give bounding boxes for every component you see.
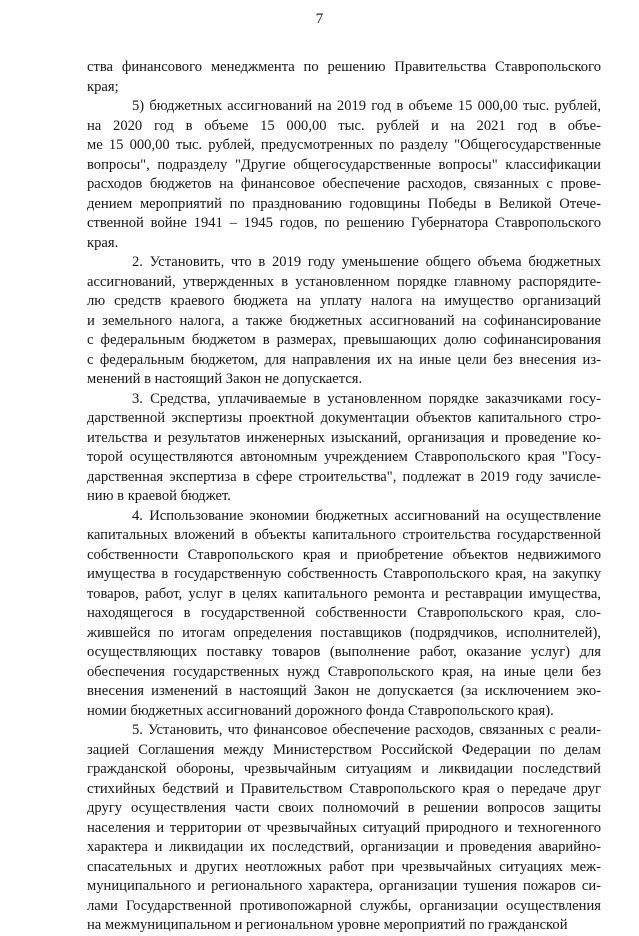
text-line: собственности Ставропольского края и приобретение объектов недвижимого bbox=[87, 546, 601, 563]
text-line: вопросы", подразделу "Другие общегосударственные вопросы" классификации bbox=[87, 156, 601, 173]
text-line: нию в краевой бюджет. bbox=[87, 488, 231, 504]
text-line: дарственной экспертизы проектной документации объектов капитального стро- bbox=[87, 410, 601, 426]
paragraph bbox=[87, 507, 601, 722]
text-line: 5) бюджетных ассигнований на 2019 год в объеме 15 000,00 тыс. рублей, bbox=[132, 98, 601, 114]
text-line: на 2020 год в объеме 15 000,00 тыс. рублей и на 2021 год в объе- bbox=[87, 117, 601, 134]
text-line: 2. Установить, что в 2019 году уменьшение общего объема бюджетных bbox=[132, 254, 601, 270]
text-line: номии бюджетных ассигнований дорожного фонда Ставропольского края). bbox=[87, 702, 554, 719]
text-line: 4. Использование экономии бюджетных ассигнований на осуществление bbox=[132, 507, 601, 524]
text-line: стихийных бедствий и Правительством Ставропольского края о передаче друг bbox=[87, 780, 601, 797]
text-line: 3. Средства, уплачиваемые в установленном порядке заказчиками госу- bbox=[132, 390, 601, 407]
text-line: ме 15 000,00 тыс. рублей, предусмотренных по разделу "Общегосударственные bbox=[87, 137, 601, 153]
text-line: другу осуществления части своих полномочий в решении вопросов защиты bbox=[87, 800, 601, 816]
paragraph bbox=[87, 721, 601, 936]
document-body bbox=[87, 58, 601, 936]
text-line: характера и ликвидации их последствий, организации и проведения аварийно- bbox=[87, 839, 601, 855]
text-line: внесения изменений в настоящий Закон не допускается (за исключением эко- bbox=[87, 683, 601, 699]
text-line: края; bbox=[87, 78, 119, 95]
text-line: на межмуниципальном и региональном уровне мероприятий по гражданской bbox=[87, 917, 568, 933]
paragraph bbox=[87, 390, 601, 507]
text-line: ассигнований, утвержденных в установленном порядке главному распорядите- bbox=[87, 273, 601, 290]
text-line: с федеральным бюджетом в размерах, превышающих долю софинансирования bbox=[87, 332, 601, 348]
text-line: жившейся по итогам определения поставщиков (подрядчиков, исполнителей), bbox=[87, 624, 601, 641]
text-line: ства финансового менеджмента по решению Правительства Ставропольского bbox=[87, 59, 601, 75]
text-line: торой осуществляются автономным учреждением Ставропольского края "Госу- bbox=[87, 449, 601, 465]
paragraph bbox=[87, 58, 601, 97]
text-line: дарственная экспертиза в сфере строительства", подлежат в 2019 году зачисле- bbox=[87, 468, 601, 485]
text-line: муниципального и регионального характера, организации тушения пожаров си- bbox=[87, 878, 601, 894]
text-line: ственной войне 1941 – 1945 годов, по решению Губернатора Ставропольского bbox=[87, 215, 601, 231]
text-line: имущества в государственную собственность Ставропольского края, на закупку bbox=[87, 566, 601, 582]
text-line: с федеральным бюджетом, для направления их на иные цели без внесения из- bbox=[87, 351, 601, 368]
text-line: дением мероприятий по празднованию годовщины Победы в Великой Отече- bbox=[87, 195, 601, 212]
text-line: капитальных вложений в объекты капитального строительства государственной bbox=[87, 527, 601, 543]
text-line: менений в настоящий Закон не допускается. bbox=[87, 371, 363, 387]
text-line: зацией Соглашения между Министерством Российской Федерации по делам bbox=[87, 741, 601, 758]
text-line: 5. Установить, что финансовое обеспечение расходов, связанных с реали- bbox=[132, 722, 601, 738]
paragraph bbox=[87, 253, 601, 390]
text-line: края. bbox=[87, 234, 119, 251]
text-line: находящегося в государственной собственности Ставропольского края, сло- bbox=[87, 605, 601, 621]
text-line: ительства и результатов инженерных изысканий, организация и проведение ко- bbox=[87, 429, 601, 446]
text-line: осуществляющих поставку товаров (выполнение работ, оказание услуг) для bbox=[87, 644, 601, 660]
text-line: спасательных и других неотложных работ при чрезвычайных ситуациях меж- bbox=[87, 858, 601, 875]
text-line: населения и территории от чрезвычайных ситуаций природного и техногенного bbox=[87, 819, 601, 836]
text-line: лю средств краевого бюджета на уплату налога на имущество организаций bbox=[87, 293, 601, 309]
text-line: товаров, работ, услуг в целях капитального ремонта и реставрации имущества, bbox=[87, 585, 601, 602]
text-line: обеспечения государственных нужд Ставропольского края, на иные цели без bbox=[87, 663, 601, 680]
page-number: 7 bbox=[315, 11, 324, 27]
text-line: гражданской обороны, чрезвычайным ситуациям и ликвидации последствий bbox=[87, 761, 601, 777]
text-line: и земельного налога, а также бюджетных ассигнований на софинансирование bbox=[87, 312, 601, 329]
paragraph bbox=[87, 97, 601, 253]
text-line: лами Государственной противопожарной службы, организации осуществления bbox=[87, 897, 601, 914]
text-line: расходов бюджетов на финансовое обеспечение расходов, связанных с прове- bbox=[87, 176, 601, 192]
